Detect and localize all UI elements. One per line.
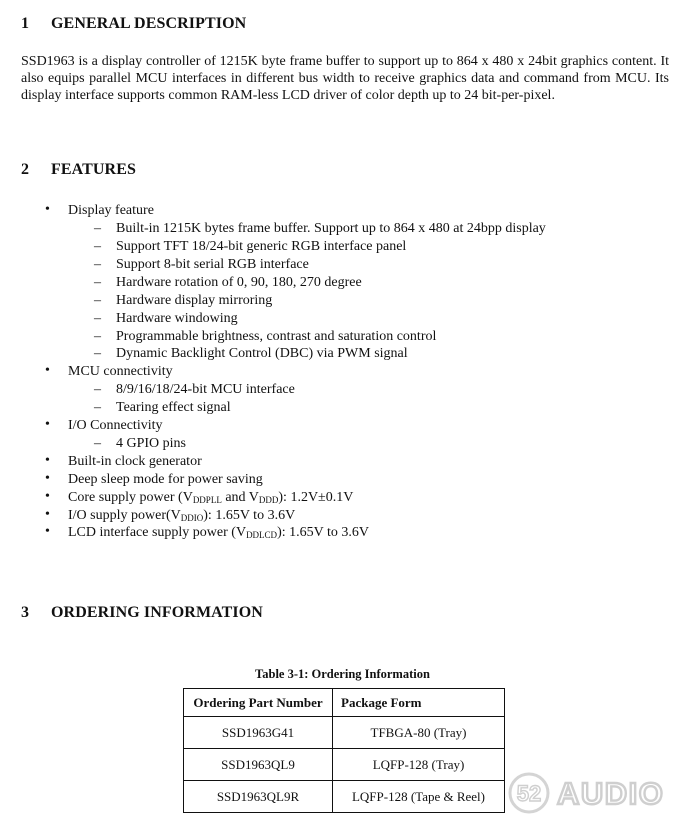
bullet-marker: • — [45, 202, 50, 217]
sub-feature-text: Hardware rotation of 0, 90, 180, 270 degree — [116, 275, 362, 290]
power-subscript: DDLCD — [246, 530, 278, 540]
section-title: ORDERING INFORMATION — [51, 604, 263, 621]
bullet-marker: • — [45, 471, 50, 486]
watermark-text: AUDIO — [557, 776, 665, 811]
sub-feature-text: 8/9/16/18/24-bit MCU interface — [116, 382, 295, 397]
feature-label: I/O Connectivity — [68, 418, 163, 433]
dash-marker: – — [94, 293, 101, 308]
dash-marker: – — [94, 257, 101, 272]
sub-feature-text: Hardware display mirroring — [116, 293, 273, 308]
section-title: FEATURES — [51, 161, 136, 178]
dash-marker: – — [94, 400, 101, 415]
dash-marker: – — [94, 311, 101, 326]
column-header: Ordering Part Number — [184, 689, 333, 717]
watermark-logo — [505, 771, 677, 815]
feature-label: Display feature — [68, 203, 154, 218]
bullet-marker: • — [45, 489, 50, 504]
dash-marker: – — [94, 346, 101, 361]
column-header: Package Form — [333, 689, 505, 717]
table-caption: Table 3-1: Ordering Information — [255, 667, 430, 681]
table-row — [184, 717, 505, 749]
power-text: ): 1.65V to 3.6V — [277, 525, 369, 540]
power-text: LCD interface supply power (V — [68, 525, 247, 540]
package-form-cell: TFBGA-80 (Tray) — [333, 717, 505, 749]
dash-marker: – — [94, 239, 101, 254]
power-text: ): 1.2V±0.1V — [278, 490, 354, 505]
part-number-cell: SSD1963G41 — [184, 717, 333, 749]
power-text: ): 1.65V to 3.6V — [203, 508, 296, 523]
bullet-marker: • — [45, 453, 50, 468]
sub-feature-text: Programmable brightness, contrast and saturation control — [116, 329, 437, 344]
sub-feature-text: Support TFT 18/24-bit generic RGB interface panel — [116, 239, 407, 254]
dash-marker: – — [94, 275, 101, 290]
power-subscript: DDPLL — [192, 495, 222, 505]
section-number: 2 — [21, 161, 30, 178]
io-supply-power-text — [68, 507, 295, 524]
feature-label: MCU connectivity — [68, 364, 173, 379]
bullet-marker: • — [45, 507, 50, 522]
table-row — [184, 781, 505, 813]
bullet-marker: • — [45, 417, 50, 432]
power-text: and V — [221, 490, 259, 505]
section-number: 3 — [21, 604, 30, 621]
power-text: I/O supply power(V — [68, 508, 181, 523]
sub-feature-text: Built-in 1215K bytes frame buffer. Support up to 864 x 480 at 24bpp display — [116, 221, 546, 236]
ordering-table — [183, 688, 505, 813]
section-title: GENERAL DESCRIPTION — [51, 15, 247, 32]
power-subscript: DDD — [258, 495, 279, 505]
bullet-marker: • — [45, 524, 50, 539]
feature-label: Deep sleep mode for power saving — [68, 472, 263, 487]
bullet-marker: • — [45, 363, 50, 378]
sub-feature-text: Support 8-bit serial RGB interface — [116, 257, 309, 272]
power-subscript: DDIO — [180, 513, 204, 523]
watermark-number: 52 — [516, 781, 542, 806]
dash-marker: – — [94, 221, 101, 236]
power-text: Core supply power (V — [68, 490, 193, 505]
sub-feature-text: Hardware windowing — [116, 311, 238, 326]
lcd-supply-power-text — [68, 524, 369, 541]
table-header-row — [184, 689, 505, 717]
dash-marker: – — [94, 436, 101, 451]
dash-marker: – — [94, 382, 101, 397]
package-form-cell: LQFP-128 (Tape & Reel) — [333, 781, 505, 813]
section-number: 1 — [21, 15, 30, 32]
feature-label: Built-in clock generator — [68, 454, 202, 469]
general-description-paragraph: SSD1963 is a display controller of 1215K byte frame buffer to support up to 864 x 480 x 24bit graphics content. It also equips parallel MCU interfaces in different bus width to receive graphics data and command from MCU. Its display interface supports common RAM-less LCD driver of color depth up to 24 bit-per-pixel. — [21, 54, 669, 103]
sub-feature-text: Dynamic Backlight Control (DBC) via PWM signal — [116, 346, 408, 361]
sub-feature-text: Tearing effect signal — [116, 400, 231, 415]
core-supply-power-text — [68, 489, 353, 506]
sub-feature-text: 4 GPIO pins — [116, 436, 187, 451]
table-row — [184, 749, 505, 781]
package-form-cell: LQFP-128 (Tray) — [333, 749, 505, 781]
part-number-cell: SSD1963QL9 — [184, 749, 333, 781]
dash-marker: – — [94, 329, 101, 344]
part-number-cell: SSD1963QL9R — [184, 781, 333, 813]
